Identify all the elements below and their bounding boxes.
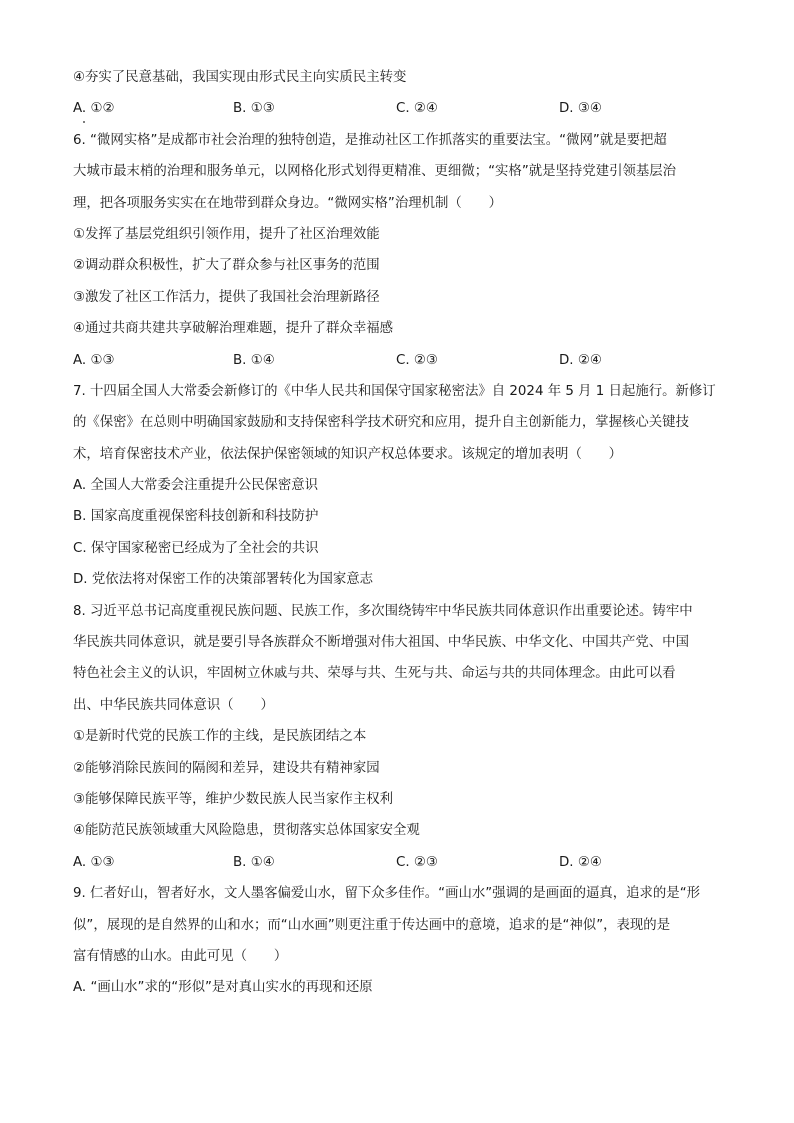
q7-choice-c[interactable]: C. 保守国家秘密已经成为了全社会的共识: [73, 540, 319, 556]
q7-stem-line: 术，培育保密技术产业，依法保护保密领域的知识产权总体要求。该规定的增加表明（ ）: [73, 446, 623, 462]
q5-option-c[interactable]: C. ②④: [396, 101, 438, 117]
q7-choice-a[interactable]: A. 全国人大常委会注重提升公民保密意识: [73, 478, 319, 494]
q8-item-3: ③能够保障民族平等，维护少数民族人民当家作主权利: [73, 791, 393, 807]
q6-stem-line: 大城市最末梢的治理和服务单元，以网格化形式划得更精准、更细微；“实格”就是坚持党建引领基层治: [73, 164, 677, 180]
q8-stem-line: 8. 习近平总书记高度重视民族问题、民族工作，多次围绕铸牢中华民族共同体意识作出重要论述。铸牢中: [73, 603, 693, 619]
q7-stem-line: 7. 十四届全国人大常委会新修订的《中华人民共和国保守国家秘密法》自 2024 年 5 月 1 日起施行。新修订: [73, 383, 716, 399]
q9-stem-line: 似”，展现的是自然界的山和水；而“山水画”则更注重于传达画中的意境，追求的是“神似”，表现的是: [73, 917, 671, 933]
q9-stem-line: 9. 仁者好山，智者好水，文人墨客偏爱山水，留下众多佳作。“画山水”强调的是画面的逼真，追求的是“形: [73, 886, 701, 902]
q6-option-a[interactable]: A. ①③: [73, 352, 115, 368]
q5-options: [73, 93, 723, 124]
q9-choice-a[interactable]: A. “画山水”求的“形似”是对真山实水的再现和还原: [73, 980, 373, 996]
q8-option-d[interactable]: D. ②④: [559, 854, 602, 870]
q6-item-4: ④通过共商共建共享破解治理难题，提升了群众幸福感: [73, 321, 393, 337]
q8-stem-line: 特色社会主义的认识，牢固树立休戚与共、荣辱与共、生死与共、命运与共的共同体理念。由此可以看: [73, 666, 676, 682]
q6-item-3: ③激发了社区工作活力，提供了我国社会治理新路径: [73, 289, 380, 305]
q6-options: [73, 345, 723, 376]
q5-option-b[interactable]: B. ①③: [233, 101, 275, 117]
q8-option-c[interactable]: C. ②③: [396, 854, 438, 870]
q8-option-a[interactable]: A. ①③: [73, 854, 115, 870]
q6-item-1: ①发挥了基层党组织引领作用，提升了社区治理效能: [73, 226, 380, 242]
q5-option-d[interactable]: D. ③④: [559, 101, 602, 117]
q8-item-4: ④能防范民族领域重大风险隐患，贯彻落实总体国家安全观: [73, 823, 420, 839]
q8-options: [73, 847, 723, 878]
q7-stem-line: 的《保密》在总则中明确国家鼓励和支持保密科学技术研究和应用，提升自主创新能力，掌握核心关键技: [73, 415, 689, 431]
q8-stem-line: 华民族共同体意识，就是要引导各族群众不断增强对伟大祖国、中华民族、中华文化、中国共产党、中国: [73, 635, 689, 651]
q6-stem-line: 6. “微网实格”是成都市社会治理的独特创造，是推动社区工作抓落实的重要法宝。“微网”就是要把超: [73, 132, 667, 148]
exam-page: [73, 62, 723, 1004]
q8-item-2: ②能够消除民族间的隔阂和差异，建设共有精神家园: [73, 760, 380, 776]
q6-stem-line: 理，把各项服务实实在在地带到群众身边。“微网实格”治理机制（ ）: [73, 195, 502, 211]
q6-option-b[interactable]: B. ①④: [233, 352, 275, 368]
q9-stem-line: 富有情感的山水。由此可见（ ）: [73, 948, 288, 964]
q5-option-a[interactable]: A. ①②: [73, 101, 115, 117]
q5-item-4: ④夯实了民意基础，我国实现由形式民主向实质民主转变: [73, 70, 407, 85]
q7-choice-d[interactable]: D. 党依法将对保密工作的决策部署转化为国家意志: [73, 572, 374, 588]
q6-option-d[interactable]: D. ②④: [559, 352, 602, 368]
q8-item-1: ①是新时代党的民族工作的主线，是民族团结之本: [73, 729, 367, 745]
q8-option-b[interactable]: B. ①④: [233, 854, 275, 870]
q6-option-c[interactable]: C. ②③: [396, 352, 438, 368]
q6-item-2: ②调动群众积极性，扩大了群众参与社区事务的范围: [73, 258, 380, 274]
q8-stem-line: 出、中华民族共同体意识（ ）: [73, 697, 274, 713]
q7-choice-b[interactable]: B. 国家高度重视保密科技创新和科技防护: [73, 509, 319, 525]
